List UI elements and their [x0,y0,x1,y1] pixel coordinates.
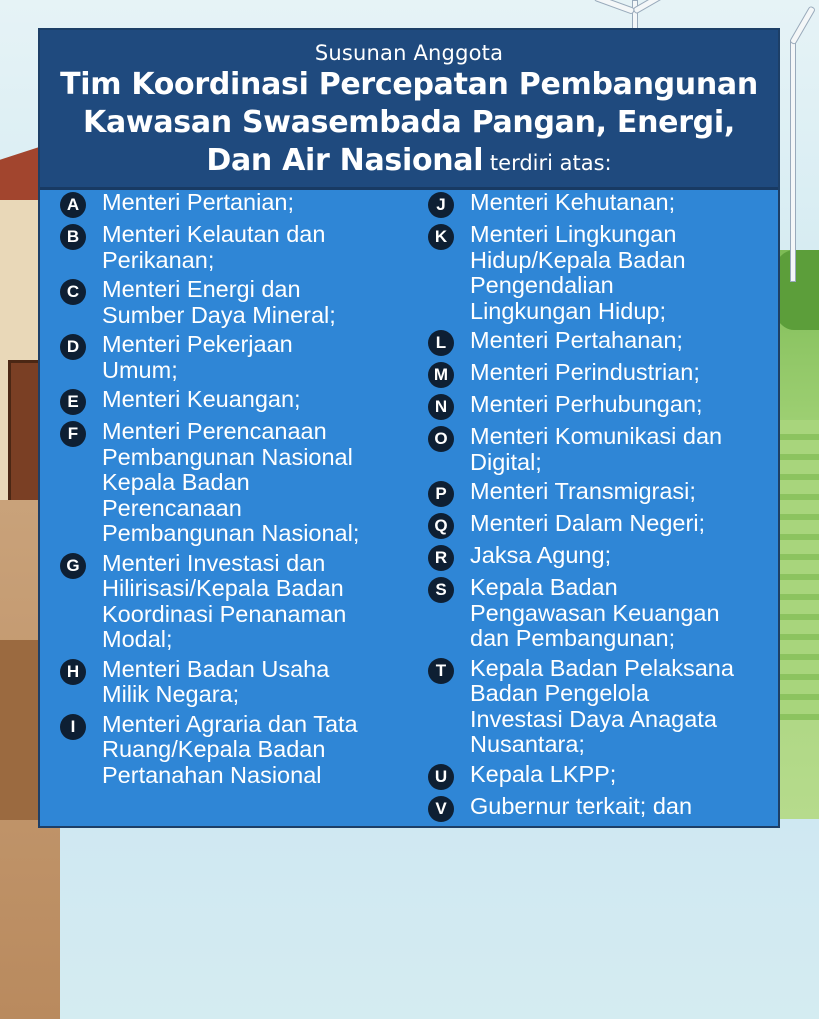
list-item [60,222,420,273]
member-text: Menteri Transmigrasi; [470,478,696,504]
member-text: Menteri Pertahanan; [470,327,683,353]
list-item [428,392,778,420]
letter-badge: H [60,659,86,685]
member-text: Menteri Dalam Negeri; [470,510,706,536]
member-text: Menteri Perhubungan; [470,391,703,417]
member-text: Menteri Perindustrian; [470,359,700,385]
letter-badge: K [428,224,454,250]
list-item [428,190,778,218]
member-text: Menteri Pertanian; [102,189,295,215]
member-text: Jaksa Agung; [470,542,612,568]
member-text: Kepala LKPP; [470,760,617,787]
letter-badge: L [428,330,454,356]
list-item [60,277,420,328]
letter-badge: P [428,481,454,507]
letter-badge: Q [428,513,454,539]
member-text: Menteri Energi dan Sumber Daya Mineral; [102,276,336,328]
title-line-2: Kawasan Swasembada Pangan, Energi, [83,105,735,140]
letter-badge: R [428,545,454,571]
list-item [428,575,778,652]
title-suffix: terdiri atas: [483,151,612,175]
list-item [428,511,778,539]
member-text: Menteri Perencanaan Pembangunan Nasional Kepala Badan Perencanaan Pembangunan Nasional; [102,418,360,546]
letter-badge: A [60,192,86,218]
list-item [60,551,420,653]
member-text: Menteri Lingkungan Hidup/Kepala Badan Pengendalian Lingkungan Hidup; [470,221,686,324]
title-line-3-text: Dan Air Nasional [206,143,484,178]
letter-badge: J [428,192,454,218]
list-item [428,543,778,571]
letter-badge: T [428,658,454,684]
letter-badge: U [428,764,454,790]
letter-badge: S [428,577,454,603]
letter-badge: V [428,796,454,822]
list-item [428,222,778,324]
list-item [60,657,420,708]
letter-badge: I [60,714,86,740]
right-column [428,190,778,826]
member-text: Menteri Pekerjaan Umum; [102,331,293,383]
letter-badge: N [428,394,454,420]
member-text: Kepala Badan Pelaksana Badan Pengelola Investasi Daya Anagata Nusantara; [470,654,734,757]
member-text: Menteri Kelautan dan Perikanan; [102,221,326,273]
member-text: Menteri Kehutanan; [470,189,676,215]
member-text: Menteri Badan Usaha Milik Negara; [102,655,330,707]
member-text: Menteri Keuangan; [102,386,301,412]
letter-badge: D [60,334,86,360]
left-column [60,190,420,792]
member-text: Menteri Investasi dan Hilirisasi/Kepala Badan Koordinasi Penanaman Modal; [102,549,347,652]
crop-rows [774,420,819,720]
list-item [60,332,420,383]
title-line-3 [40,142,778,182]
subtitle: Susunan Anggota [314,41,504,65]
letter-badge: G [60,553,86,579]
list-item [428,479,778,507]
title-line-1: Tim Koordinasi Percepatan Pembangunan [60,67,758,102]
letter-badge: O [428,426,454,452]
member-text: Menteri Komunikasi dan Digital; [470,423,723,475]
list-item [428,794,778,822]
list-item [60,419,420,547]
letter-badge: F [60,421,86,447]
list-item [428,360,778,388]
letter-badge: E [60,389,86,415]
letter-badge: C [60,279,86,305]
member-text: Menteri Agraria dan Tata Ruang/Kepala Badan Pertanahan Nasional [102,710,358,788]
letter-badge: B [60,224,86,250]
list-item [428,328,778,356]
fence [0,640,43,820]
member-text: Gubernur terkait; dan [470,792,693,819]
list-item [60,712,420,789]
card-header [40,30,778,190]
wind-turbine-icon [790,40,796,282]
list-item [428,762,778,790]
member-list-card [38,28,780,828]
member-text: Kepala Badan Pengawasan Keuangan dan Pembangunan; [470,574,720,651]
list-item [60,190,420,218]
list-item [60,387,420,415]
list-item [428,656,778,758]
list-item [428,424,778,475]
letter-badge: M [428,362,454,388]
